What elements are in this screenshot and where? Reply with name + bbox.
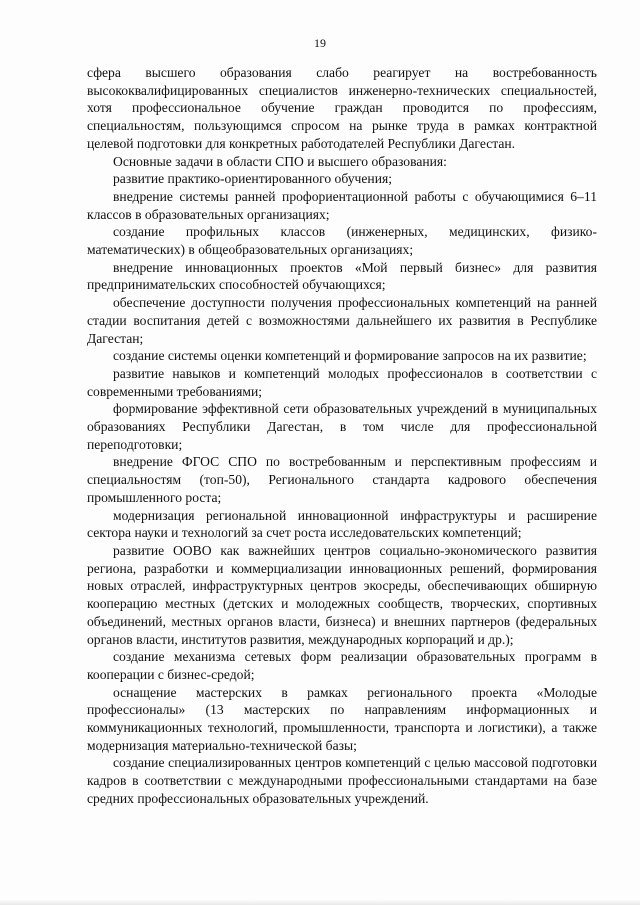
paragraph-task: создание специализированных центров компетенций с целью массовой подготовки кадров в соответствии с международными профессиональными стандартами на базе средних профессиональных образовательных учреждений.: [87, 755, 597, 806]
paragraph-intro-continued: сфера высшего образования слабо реагирует на востребованность высококвалифицированных специалистов инженерно-технических специальностей, хотя профессиональное обучение граждан проводится по профессиям, специальностям, пользующимся спросом на рынке труда в рамках контрактной целевой подготовки для конкретных работодателей Республики Дагестан.: [87, 65, 597, 151]
paragraph-task: развитие навыков и компетенций молодых профессионалов в соответствии с современными требованиями;: [87, 365, 597, 399]
paragraph-task: внедрение системы ранней профориентационной работы с обучающимися 6–11 классов в образовательных организациях;: [87, 188, 597, 222]
page-number: 19: [314, 36, 326, 50]
paragraph-task: оснащение мастерских в рамках регионального проекта «Молодые профессионалы» (13 мастерских по направлениям информационных и коммуникационных технологий, промышленности, транспорта и логистики), а также модернизация материально-технической базы;: [87, 684, 597, 753]
paragraph-task: развитие ООВО как важнейших центров социально-экономического развития региона, разработки и коммерциализации инновационных решений, формирования новых отраслей, инфраструктурных центров экосреды, обеспечивающих обширную кооперацию местных (детских и молодежных сообществ, творческих, спортивных объединений, местных органов власти, бизнеса) и внешних партнеров (федеральных органов власти, институтов развития, международных корпораций и др.);: [87, 542, 597, 647]
page-bottom-edge: [0, 899, 640, 905]
paragraph-tasks-heading: Основные задачи в области СПО и высшего образования:: [113, 153, 447, 169]
paragraph-task: формирование эффективной сети образовательных учреждений в муниципальных образованиях Республики Дагестан, в том числе для профессиональной переподготовки;: [87, 401, 597, 452]
paragraph-task: создание профильных классов (инженерных, медицинских, физико-математических) в общеобразовательных организациях;: [87, 224, 597, 258]
paragraph-task: создание механизма сетевых форм реализации образовательных программ в кооперации с бизнес-средой;: [87, 649, 597, 682]
paragraph-task: обеспечение доступности получения профессиональных компетенций на ранней стадии воспитания детей с возможностями дальнейшего их развития в Республике Дагестан;: [87, 295, 597, 346]
paragraph-task: модернизация региональной инновационной инфраструктуры и расширение сектора науки и технологий за счет роста исследовательских компетенций;: [87, 507, 597, 541]
paragraph-task: создание системы оценки компетенций и формирование запросов на их развитие;: [113, 348, 587, 364]
paragraph-task: внедрение инновационных проектов «Мой первый бизнес» для развития предпринимательских способностей обучающихся;: [87, 259, 597, 293]
paragraph-task: развитие практико-ориентированного обучения;: [113, 171, 393, 187]
paragraph-task: внедрение ФГОС СПО по востребованным и перспективным профессиям и специальностям (топ-50), Регионального стандарта кадрового обеспечения промышленного роста;: [87, 454, 597, 505]
document-body: [87, 64, 597, 808]
